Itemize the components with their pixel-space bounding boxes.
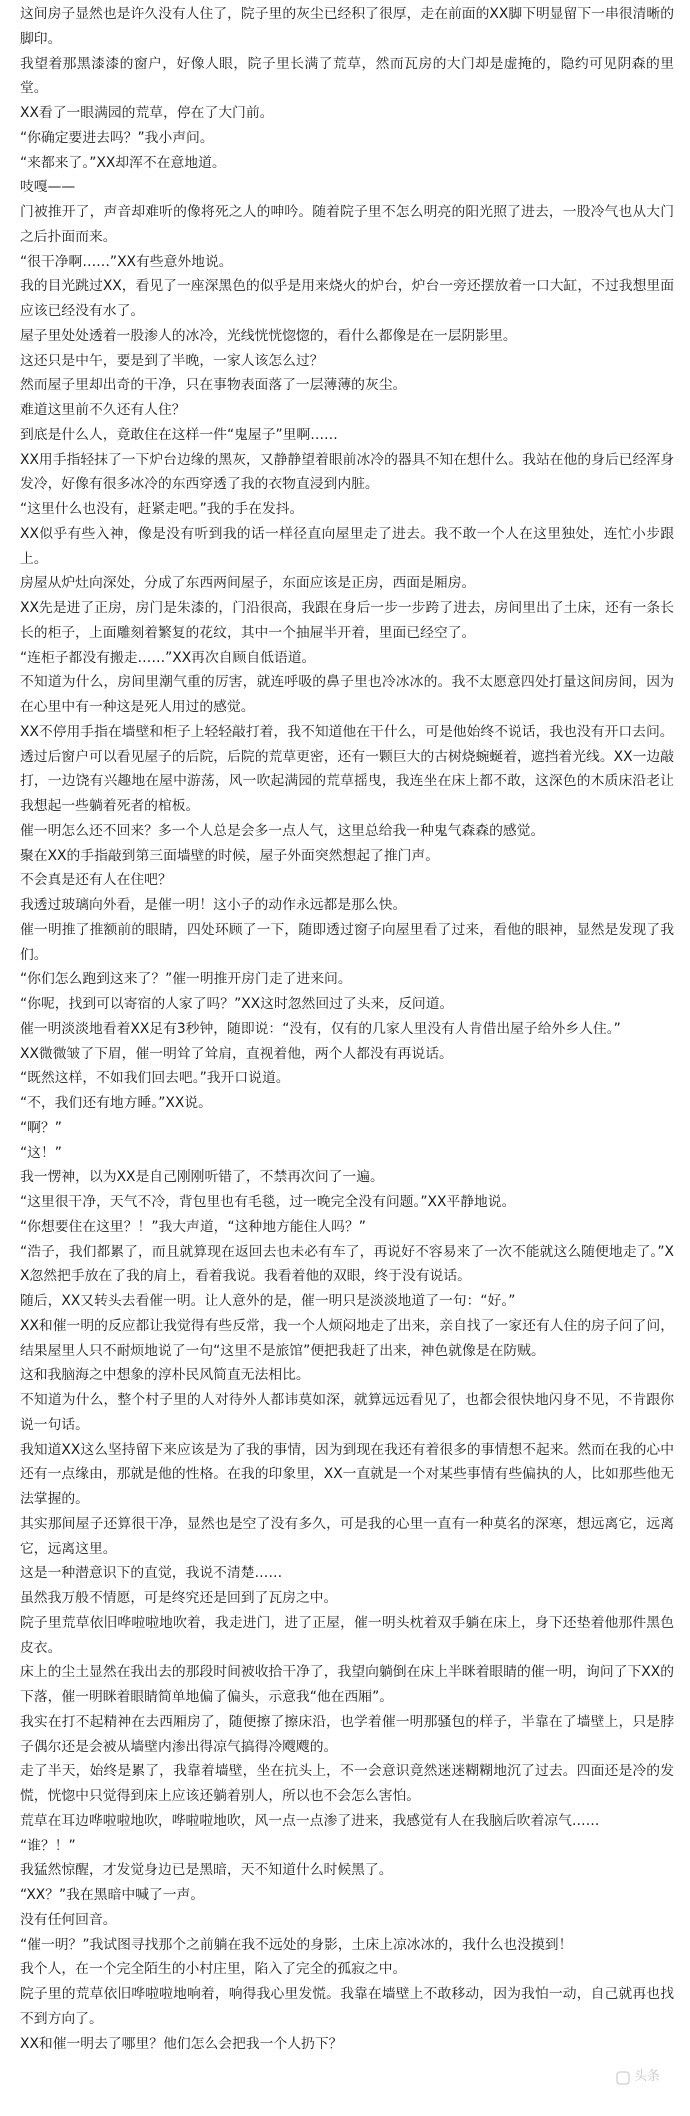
paragraph: 我的目光跳过XX，看见了一座深黑色的似乎是用来烧火的炉台，炉台一旁还摆放着一口大缸，不过我想里面应该已经没有水了。 <box>20 278 674 319</box>
paragraph: 不会真是还有人在住吧？ <box>20 872 172 889</box>
paragraph: 催一明淡淡地看着XX足有3秒钟，随即说：“没有，仅有的几家人里没有人肯借出屋子给外乡人住。” <box>20 1020 621 1037</box>
paragraph: “XX？”我在黑暗中喊了一声。 <box>20 1887 205 1903</box>
paragraph: 这和我脑海之中想象的淳朴民风简直无法相比。 <box>20 1367 310 1384</box>
paragraph: 院子里的荒草依旧哗啦啦地响着，响得我心里发慌。我靠在墙壁上不敢移动，因为我怕一动，自己就再也找不到方向了。 <box>20 1986 674 2027</box>
paragraph: XX看了一眼满园的荒草，停在了大门前。 <box>20 105 274 121</box>
paragraph: “浩子，我们都累了，而且就算现在返回去也未必有车了，再说好不容易来了一次不能就这么随便地走了。”XX忽然把手放在了我的肩上，看着我说。我看着他的双眼，终于没有说话。 <box>20 1243 674 1285</box>
paragraph: 透过后窗户可以看见屋子的后院，后院的荒草更密，还有一颗巨大的古树烧蜿蜒着，遮挡着光线。XX一边敲打，一边饶有兴趣地在屋中游荡，风一吹起满园的荒草摇曳，我连坐在床上都不敢，这深色的木质床沿老让我想起一些躺着死者的棺板。 <box>20 748 674 814</box>
paragraph: “你确定要进去吗？”我小声问。 <box>20 129 214 146</box>
paragraph: “连柜子都没有搬走……”XX再次自顾自低语道。 <box>20 649 316 666</box>
article-body <box>20 2 674 2056</box>
paragraph: 门被推开了，声音却难听的像将死之人的呻吟。随着院子里不怎么明亮的阳光照了进去，一股冷气也从大门之后扑面而来。 <box>20 204 674 245</box>
paragraph: “你想要住在这里？！”我大声道，“这种地方能住人吗？” <box>20 1218 366 1235</box>
paragraph: “你呢，找到可以寄宿的人家了吗？”XX这时忽然回过了头来，反问道。 <box>20 996 454 1012</box>
paragraph: 院子里荒草依旧哗啦啦地吹着，我走进门，进了正屋，催一明头枕着双手躺在床上，身下还垫着他那件黑色皮衣。 <box>20 1614 674 1656</box>
paragraph: 我实在打不起精神在去西厢房了，随便擦了擦床沿，也学着催一明那骚包的样子，半靠在了墙壁上，只是脖子偶尔还是会被从墙壁内渗出得凉气搞得冷飕飕的。 <box>20 1713 674 1755</box>
paragraph: XX先是进了正房，房门是朱漆的，门沿很高，我跟在身后一步一步跨了进去，房间里出了土床，还有一条长长的柜子，上面雕刻着繁复的花纹，其中一个抽屉半开着，里面已经空了。 <box>20 600 674 641</box>
paragraph: XX用手指轻抹了一下炉台边缘的黑灰，又静静望着眼前冰冷的器具不知在想什么。我站在他的身后已经浑身发冷，好像有很多冰冷的东西穿透了我的衣物直浸到内脏。 <box>20 451 674 493</box>
paragraph: 催一明怎么还不回来？多一个人总是会多一点人气，这里总给我一种鬼气森森的感觉。 <box>20 822 545 839</box>
paragraph: 吱嘎—— <box>20 179 76 196</box>
paragraph: 走了半天，始终是累了，我靠着墙壁，坐在抗头上，不一会意识竟然迷迷糊糊地沉了过去。四面还是冷的发慌，恍惚中只觉得到床上应该还躺着别人，所以也不会怎么害怕。 <box>20 1763 674 1804</box>
paragraph: “来都来了。”XX却浑不在意地道。 <box>20 154 226 171</box>
paragraph: “你们怎么跑到这来了？”催一明推开房门走了进来问。 <box>20 971 352 988</box>
paragraph: 随后，XX又转头去看催一明。让人意外的是，催一明只是淡淡地道了一句：“好。” <box>20 1293 516 1309</box>
paragraph: 虽然我万般不情愿，可是终究还是回到了瓦房之中。 <box>20 1590 338 1606</box>
paragraph: “不，我们还有地方睡。”XX说。 <box>20 1095 212 1111</box>
paragraph: 我一愣神，以为XX是自己刚刚听错了，不禁再次问了一遍。 <box>20 1169 384 1186</box>
paragraph: 这还只是中午，要是到了半晚，一家人该怎么过？ <box>20 352 324 369</box>
watermark-text: 头条 <box>633 2069 660 2085</box>
watermark-logo-icon <box>616 2071 630 2085</box>
paragraph: XX和催一明去了哪里？他们怎么会把我一个人扔下？ <box>20 2035 343 2052</box>
paragraph: “催一明？”我试图寻找那个之前躺在我不远处的身影，土床上凉冰冰的，我什么也没摸到！ <box>20 1936 573 1953</box>
paragraph: 难道这里前不久还有人住？ <box>20 402 186 418</box>
paragraph: 这是一种潜意识下的直觉，我说不清楚…… <box>20 1565 283 1582</box>
paragraph: XX似乎有些入神，像是没有听到我的话一样径直向屋里走了进去。我不敢一个人在这里独处，连忙小步跟上。 <box>20 525 674 567</box>
paragraph: 荒草在耳边哗啦啦地吹，哗啦啦地吹，风一点一点渗了进来，我感觉有人在我脑后吹着凉气…… <box>20 1812 600 1829</box>
paragraph: “很干净啊……”XX有些意外地说。 <box>20 253 233 270</box>
paragraph: 没有任何回音。 <box>20 1911 117 1928</box>
paragraph: 其实那间屋子还算很干净，显然也是空了没有多久，可是我的心里一直有一种莫名的深寒，想远离它，远离它，远离这里。 <box>20 1515 674 1557</box>
paragraph: 聚在XX的手指敲到第三面墙壁的时候，屋子外面突然想起了推门声。 <box>20 847 440 864</box>
paragraph: 催一明推了推额前的眼睛，四处环顾了一下，随即透过窗子向屋里看了过来，看他的眼神，显然是发现了我们。 <box>20 921 674 963</box>
paragraph: 屋子里处处透着一股渗人的冰冷，光线恍恍惚惚的，看什么都像是在一层阴影里。 <box>20 327 517 344</box>
paragraph: “这！” <box>20 1144 62 1161</box>
watermark <box>616 2065 660 2090</box>
paragraph: 我个人，在一个完全陌生的小村庄里，陷入了完全的孤寂之中。 <box>20 1961 407 1978</box>
paragraph: 房屋从炉灶向深处，分成了东西两间屋子，东面应该是正房，西面是厢房。 <box>20 575 476 592</box>
paragraph: 不知道为什么，整个村子里的人对待外人都讳莫如深，就算远远看见了，也都会很快地闪身不见，不肯跟你说一句话。 <box>20 1392 674 1433</box>
paragraph: 我知道XX这么坚持留下来应该是为了我的事情，因为到现在我还有着很多的事情想不起来。然而在我的心中还有一点缘由，那就是他的性格。在我的印象里，XX一直就是一个对某些事情有些偏执的人，比如那些他无法掌握的。 <box>20 1441 674 1507</box>
paragraph: 我猛然惊醒，才发觉身边已是黑暗，天不知道什么时候黑了。 <box>20 1862 393 1879</box>
paragraph: 不知道为什么，房间里潮气重的厉害，就连呼吸的鼻子里也冷冰冰的。我不太愿意四处打量这间房间，因为在心里中有一种这是死人用过的感觉。 <box>20 674 674 715</box>
paragraph: XX不停用手指在墙壁和柜子上轻轻敲打着，我不知道他在干什么，可是他始终不说话，我也没有开口去问。 <box>20 723 674 740</box>
paragraph: XX和催一明的反应都让我觉得有些反常，我一个人烦闷地走了出来，亲自找了一家还有人住的房子问了问，结果屋里人只不耐烦地说了一句“这里不是旅馆”便把我赶了出来，神色就像是在防贼。 <box>20 1317 674 1359</box>
paragraph: 我透过玻璃向外看，是催一明！这小子的动作永远都是那么快。 <box>20 897 407 913</box>
paragraph: “这里什么也没有，赶紧走吧。”我的手在发抖。 <box>20 501 304 517</box>
paragraph: 我望着那黑漆漆的窗户，好像人眼，院子里长满了荒草，然而瓦房的大门却是虚掩的，隐约可见阴森的里堂。 <box>20 55 674 97</box>
paragraph: 这间房子显然也是许久没有人住了，院子里的灰尘已经积了很厚，走在前面的XX脚下明显留下一串很清晰的脚印。 <box>20 6 674 47</box>
paragraph: 然而屋子里却出奇的干净，只在事物表面落了一层薄薄的灰尘。 <box>20 377 407 394</box>
paragraph: “啊？” <box>20 1119 62 1136</box>
paragraph: XX微微皱了下眉，催一明耸了耸肩，直视着他，两个人都没有再说话。 <box>20 1045 453 1062</box>
paragraph: “既然这样，不如我们回去吧。”我开口说道。 <box>20 1070 290 1087</box>
paragraph: 床上的尘土显然在我出去的那段时间被收拾干净了，我望向躺倒在床上半眯着眼睛的催一明，询问了下XX的下落，催一明眯着眼睛简单地偏了偏头，示意我“他在西厢”。 <box>20 1664 674 1705</box>
paragraph: “这里很干净，天气不冷，背包里也有毛毯，过一晚完全没有问题。”XX平静地说。 <box>20 1194 516 1210</box>
paragraph: “谁？！” <box>20 1837 76 1854</box>
paragraph: 到底是什么人，竟敢住在这样一件“鬼屋子”里啊…… <box>20 426 338 443</box>
